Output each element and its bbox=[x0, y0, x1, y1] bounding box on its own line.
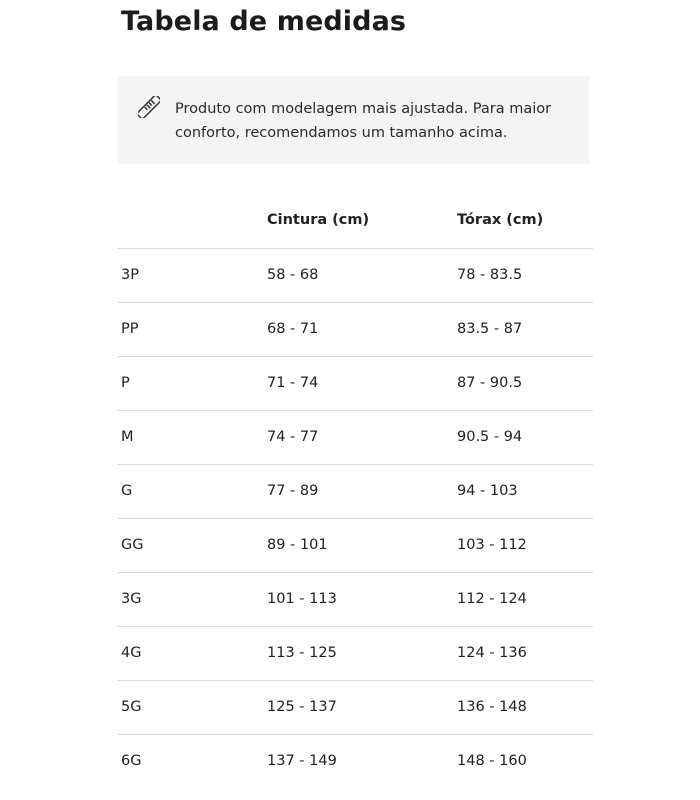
size-cell: PP bbox=[121, 321, 139, 337]
chest-cell: 124 - 136 bbox=[457, 645, 527, 661]
table-row bbox=[117, 302, 593, 356]
waist-cell: 89 - 101 bbox=[267, 537, 328, 553]
size-cell: 3G bbox=[121, 591, 142, 607]
size-cell: GG bbox=[121, 537, 144, 553]
header-waist: Cintura (cm) bbox=[267, 212, 370, 229]
waist-cell: 77 - 89 bbox=[267, 483, 319, 499]
chest-cell: 148 - 160 bbox=[457, 753, 527, 770]
table-row bbox=[117, 626, 593, 680]
chest-cell: 94 - 103 bbox=[457, 483, 518, 499]
size-cell: 5G bbox=[121, 699, 142, 715]
table-row bbox=[117, 356, 593, 410]
size-cell: 3P bbox=[121, 267, 139, 283]
size-cell: P bbox=[121, 375, 130, 391]
table-row bbox=[117, 410, 593, 464]
page-title: Tabela de medidas bbox=[121, 6, 407, 37]
waist-cell: 137 - 149 bbox=[267, 753, 337, 770]
size-table bbox=[117, 193, 593, 788]
waist-cell: 71 - 74 bbox=[267, 375, 319, 391]
table-row bbox=[117, 680, 593, 734]
size-cell: 6G bbox=[121, 753, 142, 770]
table-header-row bbox=[117, 193, 593, 248]
table-row bbox=[117, 248, 593, 302]
waist-cell: 74 - 77 bbox=[267, 429, 319, 445]
table-row bbox=[117, 464, 593, 518]
chest-cell: 83.5 - 87 bbox=[457, 321, 523, 337]
chest-cell: 90.5 - 94 bbox=[457, 429, 523, 445]
header-size bbox=[117, 193, 267, 248]
table-row bbox=[117, 518, 593, 572]
chest-cell: 78 - 83.5 bbox=[457, 267, 523, 283]
waist-cell: 113 - 125 bbox=[267, 645, 337, 661]
table-row bbox=[117, 572, 593, 626]
chest-cell: 103 - 112 bbox=[457, 537, 527, 553]
fit-notice bbox=[117, 76, 589, 164]
waist-cell: 125 - 137 bbox=[267, 699, 337, 715]
table-row bbox=[117, 734, 593, 788]
chest-cell: 112 - 124 bbox=[457, 591, 527, 607]
waist-cell: 58 - 68 bbox=[267, 267, 319, 283]
ruler-icon bbox=[138, 96, 160, 118]
size-cell: G bbox=[121, 483, 133, 499]
size-cell: 4G bbox=[121, 645, 142, 661]
notice-text: Produto com modelagem mais ajustada. Para maior conforto, recomendamos um tamanho acima. bbox=[175, 101, 552, 141]
waist-cell: 68 - 71 bbox=[267, 321, 319, 337]
waist-cell: 101 - 113 bbox=[267, 591, 337, 607]
header-chest: Tórax (cm) bbox=[457, 212, 544, 229]
size-cell: M bbox=[121, 429, 134, 445]
chest-cell: 87 - 90.5 bbox=[457, 375, 523, 391]
chest-cell: 136 - 148 bbox=[457, 699, 527, 715]
